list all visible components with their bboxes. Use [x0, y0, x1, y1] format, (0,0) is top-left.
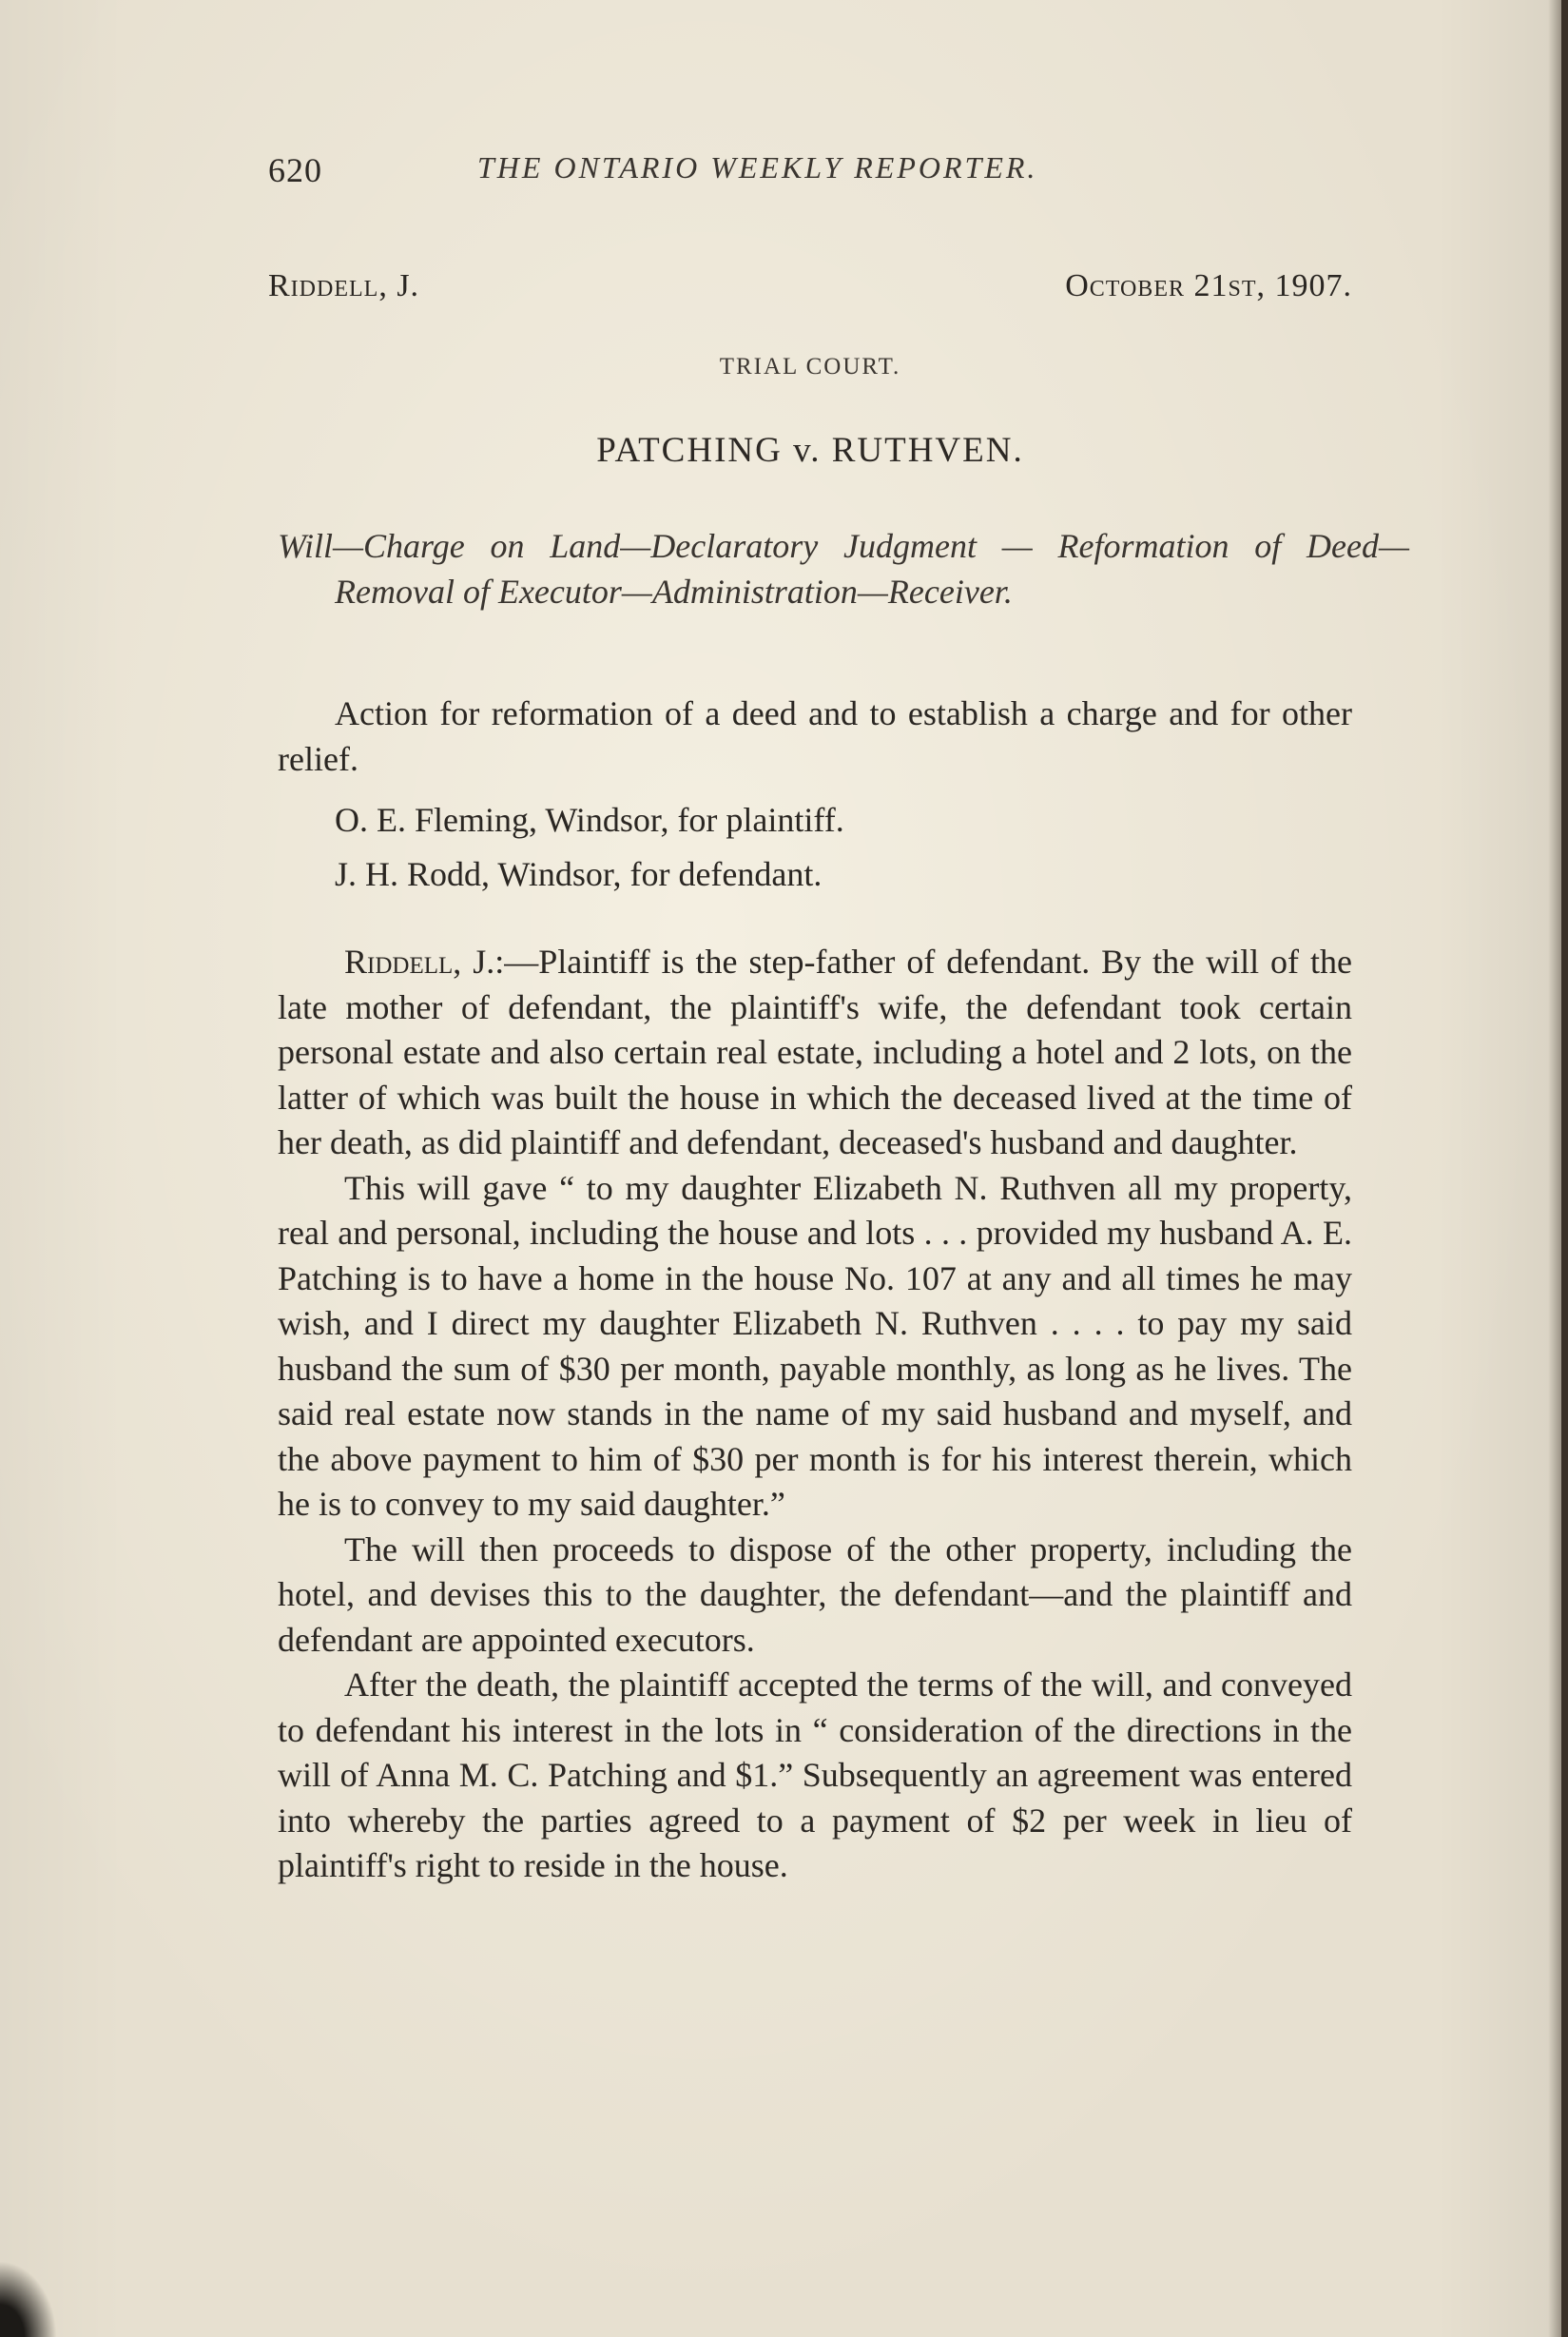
judge-name: Riddell, J.: [268, 268, 420, 303]
opinion-paragraph: This will gave “ to my daughter Elizabeth N. Ruthven all my property, real and personal, including the house and lots . . . provided my husband A. E. Patching is to have a home in the house No. 107 at any and all times he may wish, and I direct my daughter Elizabeth N. Ruthven . . . . to pay my said husband the sum of $30 per month, payable monthly, as long as he lives. The said real estate now stands in the name of my said husband and myself, and the above payment to him of $30 per month is for his interest therein, which he is to convey to my said daughter.”: [278, 1168, 1352, 1523]
headnote: Will—Charge on Land—Declaratory Judgment — Reformation of Deed—Removal of Executor—Administration—Receiver.: [278, 527, 1409, 611]
journal-title: THE ONTARIO WEEKLY REPORTER.: [477, 150, 1038, 185]
judge-date-line: [268, 268, 1352, 316]
court-name: TRIAL COURT.: [719, 354, 901, 380]
running-head: [268, 150, 1257, 198]
corner-mark: [0, 2261, 57, 2337]
opinion-body: [278, 940, 1352, 1889]
decision-date: October 21st, 1907.: [1065, 268, 1352, 303]
opinion-speaker: Riddell, J.: [344, 943, 495, 981]
opinion-paragraph: The will then proceeds to dispose of the other property, including the hotel, and devises this to the daughter, the defendant—and the plaintiff and defendant are appointed executors.: [278, 1529, 1352, 1659]
opinion-paragraph-text: :—Plaintiff is the step-father of defendant. By the will of the late mother of defendant, the plaintiff's wife, the defendant took certain personal estate and also certain real estate, including a hotel and 2 lots, on the latter of which was built the house in which the deceased lived at the time of her death, as did plaintiff and defendant, deceased's husband and daughter.: [278, 943, 1352, 1161]
case-title: PATCHING v. RUTHVEN.: [596, 431, 1024, 470]
opinion-paragraph: [278, 940, 1352, 1166]
case-summary: Action for reformation of a deed and to establish a charge and for other relief.: [278, 694, 1352, 778]
counsel-plaintiff: O. E. Fleming, Windsor, for plaintiff.: [335, 801, 844, 839]
page-number: 620: [268, 151, 322, 189]
page-edge-shadow: [1548, 0, 1561, 2337]
counsel-defendant: J. H. Rodd, Windsor, for defendant.: [335, 855, 823, 893]
opinion-paragraph: After the death, the plaintiff accepted the terms of the will, and conveyed to defendant his interest in the lots in “ consideration of the directions in the will of Anna M. C. Patching and $1.” Subsequently an agreement was entered into whereby the parties agreed to a payment of $2 per week in lieu of plaintiff's right to reside in the house.: [278, 1665, 1352, 1884]
